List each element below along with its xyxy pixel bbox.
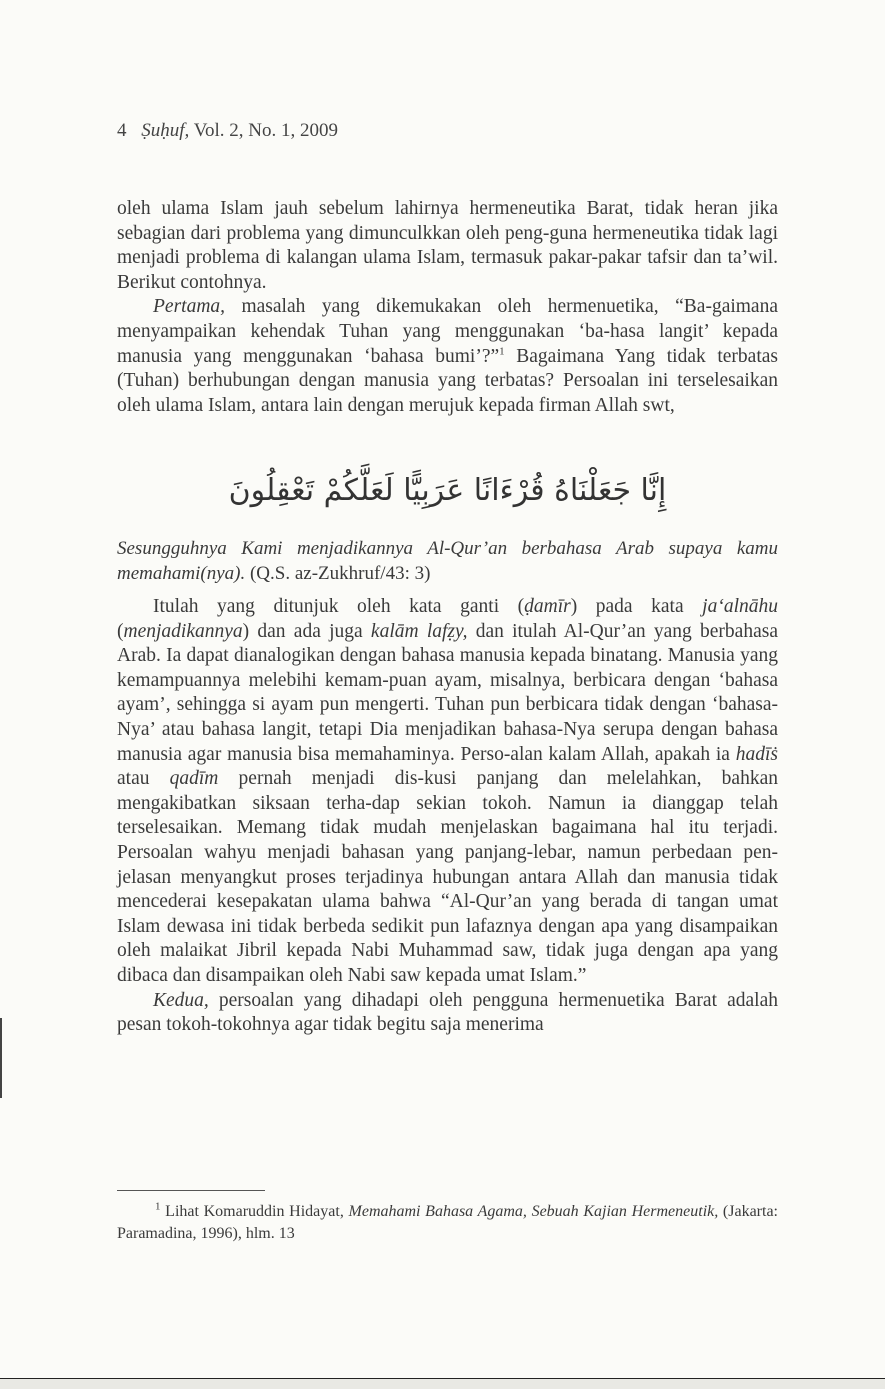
kedua-text: persoalan yang dihadapi oleh pengguna hermenuetika Barat adalah pesan tokoh-tokohnya agar tidak begitu saja menerima (117, 989, 778, 1036)
term-menjadikannya: menjadikannya (123, 620, 243, 642)
paragraph-intro: oleh ulama Islam jauh sebelum lahirnya hermeneutika Barat, tidak heran jika sebagian dari problema yang dimunculkkan oleh peng-guna hermeneutika tidak lagi menjadi problema di kalangan ulama Islam, termasuk pakar-pakar tafsir dan ta’wil. Berikut contohnya. (117, 198, 778, 293)
pertama-lead: Pertama, (153, 296, 226, 318)
running-header (117, 120, 338, 142)
quran-verse-arabic: إِنَّا جَعَلْنَاهُ قُرْءَانًا عَرَبِيًّا لَعَلَّكُمْ تَعْقِلُونَ (228, 473, 667, 508)
journal-volume: Vol. 2, No. 1, 2009 (193, 120, 338, 141)
term-kalam-lafzy: kalām lafẓy, (370, 620, 468, 642)
itulah-t2: ) pada kata (570, 596, 703, 617)
scan-bottom-edge (0, 1378, 885, 1389)
page-number: 4 (117, 120, 127, 141)
itulah-t5: dan itulah Al-Qur’an yang berbahasa Arab. Ia dapat dianalogikan dengan bahasa manusia kepada binatang. Manusia yang kemampuannya melebihi kemam-puan ayam, misalnya, berbicara dengan ‘bahasa ayam’, sehingga si ayam pun mengerti. Tuhan pun berbicara tidak dengan ‘bahasa-Nya’ atau bahasa langit, tetapi Dia menjadikan bahasa-Nya serupa dengan bahasa manusia agar manusia bisa memahaminya. Perso-alan kalam Allah, apakah ia (117, 620, 778, 765)
pertama-text-b: Bagaimana Yang tidak terbatas (Tuhan) berhubungan dengan manusia yang terbatas? Persoalan ini terselesaikan oleh ulama Islam, antara lain dengan merujuk kepada firman Allah swt, (117, 345, 778, 416)
footnote-ref: 1 (499, 345, 505, 358)
translation-text: Sesungguhnya Kami menjadikannya Al-Qur’an berbahasa Arab supaya kamu memahami(nya). (117, 538, 778, 584)
footnote-t2: (Jakarta: Paramadina, 1996), hlm. 13 (117, 1203, 778, 1242)
footnote (117, 1201, 778, 1245)
body-text-top (117, 197, 778, 418)
scan-margin-mark (0, 1018, 2, 1098)
footnote-t1: Lihat Komaruddin Hidayat, (160, 1203, 349, 1220)
footnote-divider (117, 1190, 265, 1191)
verse-translation (117, 537, 778, 586)
term-hadis: hadīṡ (735, 743, 778, 765)
paragraph-kedua (117, 989, 778, 1038)
kedua-lead: Kedua, (153, 989, 209, 1011)
term-qadim: qadīm (169, 768, 219, 790)
itulah-t6: atau (117, 768, 170, 790)
verse-reference: (Q.S. az-Zukhruf/43: 3) (245, 562, 431, 584)
itulah-t7: pernah menjadi dis-kusi panjang dan melelahkan, bahkan mengakibatkan siksaan terha-dap sekian tokoh. Namun ia dianggap telah terselesaikan. Memang tidak mudah menjelaskan bagaimana hal itu terjadi. Persoalan wahyu menjadi bahasan yang panjang-lebar, namun perbedaan pen-jelasan menyangkut proses terjadinya hubungan antara Allah dan manusia tidak mencederai kesepakatan ulama bahwa “Al-Qur’an yang berada di tangan umat Islam dewasa ini tidak berbeda sedikit pun lafaznya dengan apa yang disampaikan oleh malaikat Jibril kepada Nabi Muhammad saw, tidak juga dengan apa yang dibaca dan disampaikan oleh Nabi saw kepada umat Islam.” (117, 768, 778, 986)
journal-name: Ṣuḥuf, (141, 120, 190, 141)
footnote-number: 1 (155, 1200, 161, 1213)
pertama-text-a: masalah yang dikemukakan oleh hermenuetika, “Ba-gaimana menyampaikan kehendak Tuhan yang menggunakan ‘ba-hasa langit’ kepada manusia yang menggunakan ‘bahasa bumi’?” (117, 296, 778, 367)
paragraph-pertama (117, 295, 778, 418)
footnote-title: Memahami Bahasa Agama, Sebuah Kajian Hermeneutik, (348, 1203, 719, 1220)
itulah-t3: ( (117, 620, 124, 642)
term-damir: ḍamīr (524, 596, 571, 617)
itulah-t1: Itulah yang ditunjuk oleh kata ganti ( (153, 596, 525, 617)
body-text-main (117, 595, 778, 1038)
itulah-t4: ) dan ada juga (242, 620, 371, 642)
term-jaalnahu: ja‘alnāhu (702, 596, 778, 617)
paragraph-itulah (117, 595, 778, 989)
